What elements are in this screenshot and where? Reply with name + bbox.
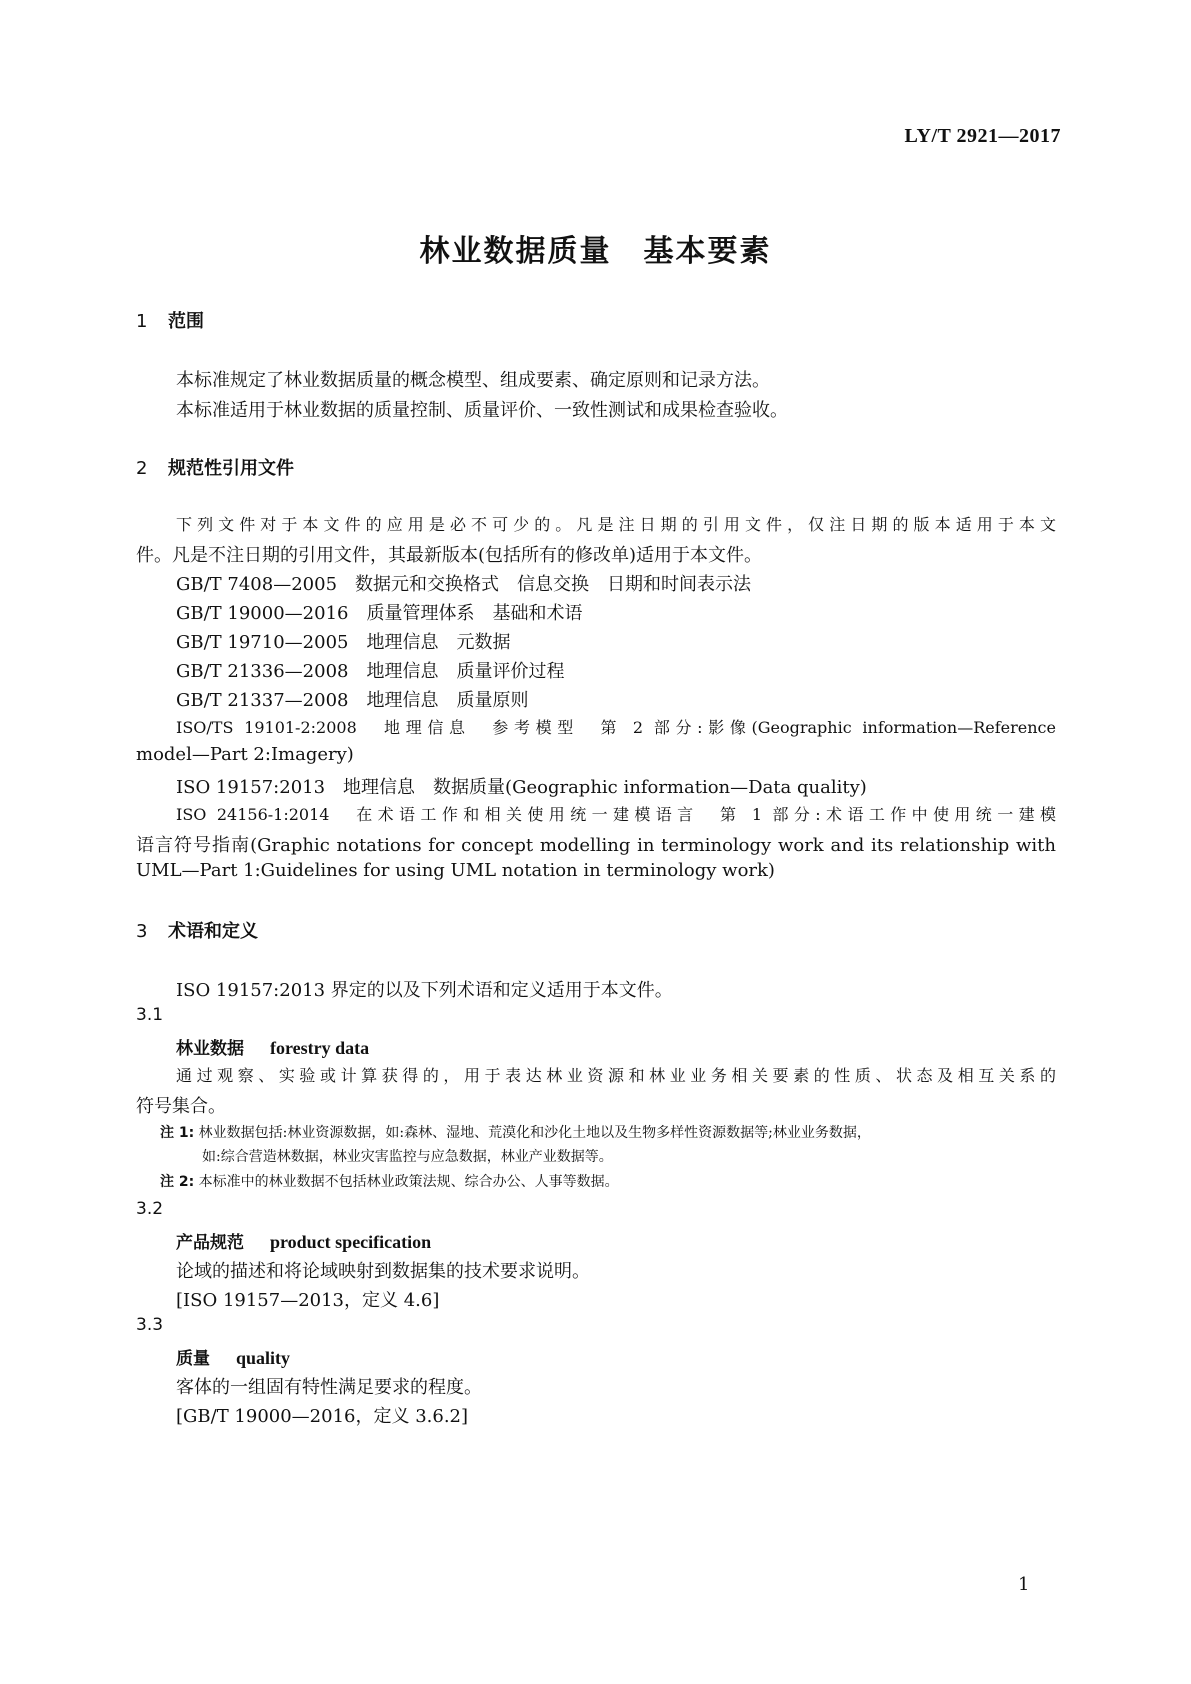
reference-iso-24156-line-2: 语言符号指南(Graphic notations for concept modelling in terminology work and its relationship with (136, 835, 1056, 856)
term-name (176, 1344, 290, 1369)
term-name (176, 1228, 431, 1253)
note-text: 本标准中的林业数据不包括林业政策法规、综合办公、人事等数据。 (198, 1174, 619, 1190)
section-number: 2 (136, 458, 148, 479)
section-heading-terms (136, 917, 258, 943)
term-source: [GB/T 19000—2016，定义 3.6.2] (176, 1406, 469, 1427)
refs-intro-line-1: 下列文件对于本文件的应用是必不可少的。凡是注日期的引用文件，仅注日期的版本适用于本文 (176, 515, 1056, 534)
section-title: 范围 (168, 311, 204, 332)
note-1 (160, 1122, 871, 1142)
scope-paragraph-1: 本标准规定了林业数据质量的概念模型、组成要素、确定原则和记录方法。 (176, 370, 770, 391)
reference-iso-24156-line-3: UML—Part 1:Guidelines for using UML notation in terminology work) (136, 860, 775, 881)
term-number: 3.1 (136, 1005, 164, 1025)
term-definition: 论域的描述和将论域映射到数据集的技术要求说明。 (176, 1261, 590, 1282)
term-definition-line-1: 通过观察、实验或计算获得的，用于表达林业资源和林业业务相关要素的性质、状态及相互关系的 (176, 1066, 1056, 1085)
standard-code: LY/T 2921—2017 (904, 125, 1061, 147)
term-name-zh: 产品规范 (176, 1233, 244, 1253)
term-source: [ISO 19157—2013，定义 4.6] (176, 1290, 440, 1311)
reference-item: GB/T 21336—2008 地理信息 质量评价过程 (176, 661, 565, 682)
term-name-zh: 质量 (176, 1349, 210, 1369)
section-number: 3 (136, 921, 148, 942)
note-text: 林业数据包括:林业资源数据，如:森林、湿地、荒漠化和沙化土地以及生物多样性资源数据等;林业业务数据， (198, 1125, 871, 1141)
term-definition: 客体的一组固有特性满足要求的程度。 (176, 1377, 482, 1398)
term-name-en: product specification (270, 1232, 432, 1252)
reference-iso-24156-line-1: ISO 24156-1:2014 在术语工作和相关使用统一建模语言 第 1 部分:术语工作中使用统一建模 (176, 805, 1056, 824)
document-title: 林业数据质量 基本要素 (419, 234, 772, 269)
reference-iso-19157: ISO 19157:2013 地理信息 数据质量(Geographic information—Data quality) (176, 777, 867, 798)
refs-intro-line-2: 件。凡是不注日期的引用文件，其最新版本(包括所有的修改单)适用于本文件。 (136, 545, 763, 566)
scope-paragraph-2: 本标准适用于林业数据的质量控制、质量评价、一致性测试和成果检查验收。 (176, 400, 788, 421)
reference-iso-ts-line-1: ISO/TS 19101-2:2008 地理信息 参考模型 第 2 部分:影像(Geographic information—Reference (176, 718, 1056, 737)
note-label: 注 1: (160, 1125, 195, 1141)
section-title: 规范性引用文件 (168, 458, 294, 479)
note-label: 注 2: (160, 1174, 195, 1190)
reference-item: GB/T 19000—2016 质量管理体系 基础和术语 (176, 603, 583, 624)
note-2 (160, 1171, 619, 1191)
term-number: 3.3 (136, 1315, 164, 1335)
term-name (176, 1034, 369, 1059)
page-number: 1 (1018, 1574, 1030, 1595)
term-definition-line-2: 符号集合。 (136, 1096, 226, 1117)
term-name-zh: 林业数据 (176, 1039, 244, 1059)
term-name-en: quality (236, 1348, 291, 1368)
reference-item: GB/T 7408—2005 数据元和交换格式 信息交换 日期和时间表示法 (176, 574, 752, 595)
term-number: 3.2 (136, 1199, 164, 1219)
section-heading-normative-refs (136, 454, 294, 480)
terms-intro: ISO 19157:2013 界定的以及下列术语和定义适用于本文件。 (176, 980, 673, 1001)
term-name-en: forestry data (270, 1038, 370, 1058)
reference-iso-ts-line-2: model—Part 2:Imagery) (136, 744, 354, 765)
section-number: 1 (136, 311, 148, 332)
reference-item: GB/T 21337—2008 地理信息 质量原则 (176, 690, 529, 711)
reference-item: GB/T 19710—2005 地理信息 元数据 (176, 632, 511, 653)
note-1-continuation: 如:综合营造林数据，林业灾害监控与应急数据，林业产业数据等。 (202, 1149, 613, 1165)
section-heading-scope (136, 307, 204, 333)
section-title: 术语和定义 (168, 921, 258, 942)
